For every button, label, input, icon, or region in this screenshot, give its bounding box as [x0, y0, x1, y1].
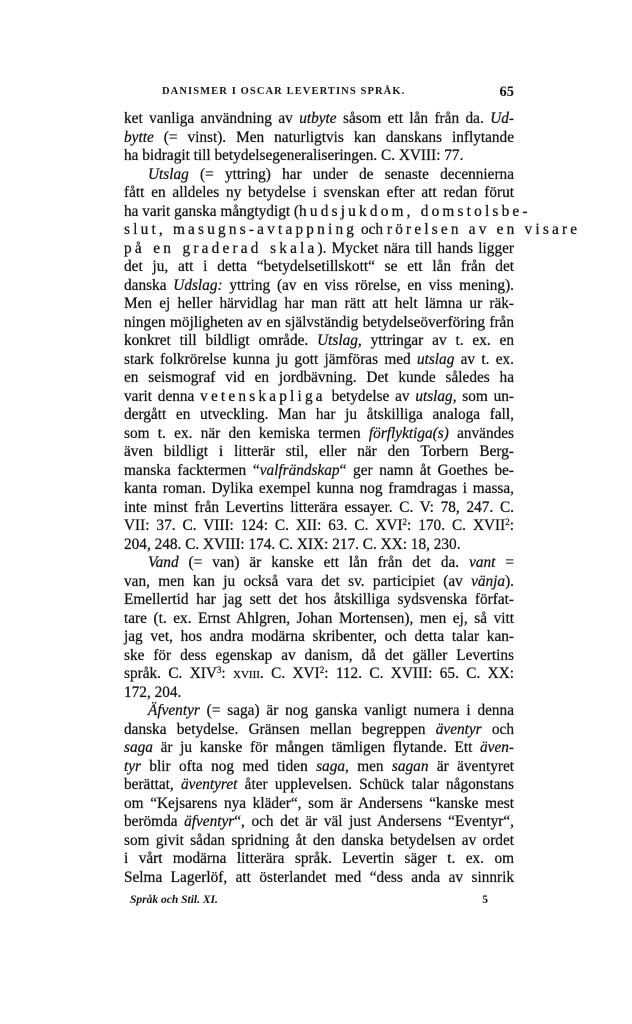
- text-run: Men ej heller härvidlag har man rätt att helt lämna ur räk-: [124, 295, 514, 312]
- text-line: [124, 369, 514, 388]
- text-line: [124, 850, 514, 869]
- spaced-text: på en graderad skala: [124, 239, 318, 257]
- text-line: [124, 647, 514, 666]
- superscript: 2: [505, 517, 510, 527]
- text-run: som t. ex. när den kemiska termen: [124, 424, 369, 442]
- text-run: det ju, att i detta “betydelsetillskott“ se ett lån från det: [124, 258, 514, 275]
- text-run: : 170. C. XVII: [407, 517, 506, 534]
- text-line: [124, 332, 514, 351]
- superscript: 3: [216, 665, 222, 675]
- italic-term: äfventyr: [184, 813, 235, 830]
- text-run: ha bidragit till betydelsegeneraliseringen. C. XVIII: 77.: [124, 147, 464, 164]
- text-run: “ ger namn åt Goethes be-: [339, 461, 514, 479]
- text-run: 172, 204.: [124, 683, 182, 701]
- text-run: Emellertid har jag sett det hos åtskilliga sydsvenska förfat-: [124, 591, 514, 608]
- text-run: i vårt modärna litterära språk. Levertin säger t. ex. om: [124, 850, 514, 867]
- text-run: VII: 37. C. VIII: 124: C. XII: 63. C. XVI: [124, 517, 403, 534]
- text-line: [124, 591, 514, 610]
- text-line: [124, 684, 514, 703]
- italic-term: Vand: [148, 554, 179, 571]
- text-run: (= vinst). Men naturligtvis kan danskans inflytande: [153, 128, 514, 146]
- text-run: , men: [345, 757, 392, 775]
- text-run: inte minst från Levertins litterära essayer. C. V: 78, 247. C.: [124, 498, 514, 516]
- italic-term: sagan: [391, 757, 429, 775]
- text-line: [124, 202, 531, 222]
- text-line: [124, 758, 514, 777]
- text-run: manska facktermen “: [124, 461, 260, 479]
- spaced-text: rörelsen av en visare: [386, 221, 581, 238]
- text-run: :: [509, 517, 514, 534]
- text-line: [124, 351, 514, 370]
- text-run: ha varit ganska mångtydigt (: [124, 202, 300, 220]
- text-run: även bildligt i litterär stil, eller när den Torbern Berg-: [124, 443, 514, 460]
- text-run: =: [495, 554, 514, 571]
- text-line: [124, 721, 514, 740]
- italic-term: Utslag: [317, 332, 358, 349]
- text-line: [124, 573, 514, 592]
- text-run: kanta roman. Dylika exempel kunna nog framdragas i massa,: [124, 480, 514, 497]
- text-run: XVIII: [233, 669, 260, 681]
- text-run: är ju kanske för mången tämligen flytande. Ett: [152, 739, 481, 756]
- text-line: [124, 795, 514, 814]
- text-run: van, men kan ju också vara det sv. participiet (av: [124, 572, 472, 590]
- spaced-text: slut, masugns-avtappning: [124, 221, 358, 238]
- text-run: , yttringar av t. ex. en: [357, 332, 514, 349]
- text-run: av t. ex.: [454, 350, 514, 368]
- text-run: användes: [448, 424, 514, 442]
- text-line: [124, 184, 514, 203]
- text-run: och: [481, 720, 514, 738]
- text-line: [124, 628, 514, 647]
- italic-term: bytte: [124, 128, 154, 146]
- text-line: [124, 406, 514, 425]
- text-run: såsom ett lån från da.: [336, 110, 491, 127]
- text-line: [124, 277, 514, 296]
- text-line: [124, 388, 514, 407]
- text-run: om “Kejsarens nya kläder“, som är Andersens “kanske mest: [124, 794, 514, 812]
- text-run: yttring (av en viss rörelse, en viss mening).: [222, 276, 514, 294]
- text-line: [124, 166, 514, 185]
- text-line: [124, 610, 514, 629]
- text-run: stark folkrörelse kunna ju gott jämföras med: [124, 350, 417, 368]
- running-title: DANISMER I OSCAR LEVERTINS SPRÅK.: [162, 86, 406, 97]
- italic-term: utslag: [415, 387, 453, 405]
- italic-term: äventyret: [181, 776, 238, 793]
- text-run: är äventyret: [428, 757, 514, 775]
- text-line: [124, 517, 514, 536]
- italic-term: vant: [469, 554, 496, 571]
- italic-term: utbyte: [299, 110, 337, 127]
- text-run: : 112. C. XVIII: 65. C. XX:: [324, 665, 514, 682]
- text-run: danska: [124, 276, 174, 294]
- italic-term: utslag: [416, 350, 455, 368]
- text-line: [124, 832, 514, 851]
- text-line: [124, 665, 514, 684]
- text-line: [124, 295, 514, 314]
- text-run: (= van) är kanske ett lån från det da.: [178, 554, 470, 571]
- text-line: [124, 536, 514, 555]
- text-run: ningen möjligheten av en självständig betydelseöverföring från: [124, 313, 514, 331]
- text-line: [124, 110, 514, 129]
- text-run: fått en alldeles ny betydelse i svenskan efter att redan förut: [124, 184, 514, 201]
- italic-term: Utslag: [148, 165, 189, 183]
- text-run: (= saga) är nog ganska vanligt numera i denna: [199, 702, 514, 719]
- italic-term: vänja: [471, 572, 506, 590]
- text-run: språk. C. XIV: [124, 665, 217, 682]
- spaced-text: hudsjukdom, domstolsbe-: [299, 202, 531, 220]
- text-line: [124, 739, 514, 758]
- text-line: [124, 129, 514, 148]
- text-run: som givit sådan spridning åt den danska betydelsen av ordet: [124, 831, 514, 849]
- running-header: [124, 86, 514, 104]
- text-line: [124, 869, 514, 888]
- body-text: [124, 110, 581, 887]
- italic-term: äventyr: [435, 720, 482, 738]
- text-line: [124, 221, 581, 240]
- text-run: :: [221, 665, 234, 682]
- text-run: . C. XVI: [259, 665, 320, 682]
- italic-term: förflyktiga(s): [368, 424, 449, 442]
- text-run: tare (t. ex. Ernst Ahlgren, Johan Mortensen), men ej, så vitt: [124, 609, 514, 627]
- text-line: [124, 425, 514, 444]
- text-run: varit denna: [124, 387, 201, 405]
- text-run: och: [357, 221, 387, 238]
- text-line: [124, 480, 514, 499]
- text-run: (= yttring) har under de senaste decennierna: [188, 165, 514, 183]
- text-run: , som un-: [452, 387, 514, 405]
- text-line: [124, 462, 514, 481]
- text-line: [124, 776, 514, 795]
- journal-signature: Språk och Stil. XI.: [130, 894, 218, 906]
- italic-term: Udslag:: [173, 276, 223, 294]
- text-line: [124, 258, 514, 277]
- sheet-number: 5: [482, 894, 488, 906]
- page-footer: [130, 894, 510, 912]
- text-run: berättat,: [124, 776, 182, 793]
- superscript: 2: [402, 517, 408, 527]
- text-run: ske för dess egenskap av danism, då det gäller Levertins: [124, 646, 514, 664]
- superscript: 2: [319, 665, 325, 675]
- text-line: [124, 443, 514, 462]
- text-run: Selma Lagerlöf, att österlandet med “dess anda av sinnrik: [124, 868, 514, 886]
- text-run: ). Mycket nära till hands ligger: [317, 239, 514, 257]
- text-run: konkret till bildligt område.: [124, 332, 318, 349]
- text-run: blir ofta nog med tiden: [141, 757, 317, 775]
- text-line: [124, 813, 514, 832]
- italic-term: valfrändskap: [259, 461, 340, 479]
- text-run: betydelse av: [325, 387, 416, 405]
- text-run: dergått en utveckling. Man har ju åtskilliga analoga fall,: [124, 406, 514, 423]
- italic-term: tyr: [124, 757, 141, 775]
- text-run: 204, 248. C. XVIII: 174. C. XIX: 217. C. XX: 18, 230.: [124, 535, 461, 553]
- text-line: [124, 499, 514, 518]
- italic-term: saga: [316, 757, 346, 775]
- text-run: berömda: [124, 813, 185, 830]
- text-line: [124, 702, 514, 721]
- text-run: ket vanliga användning av: [124, 110, 300, 127]
- text-run: jag vet, hos andra modärna skribenter, och detta talar kan-: [124, 628, 514, 645]
- page-number: 65: [499, 84, 514, 100]
- text-line: [124, 147, 514, 166]
- text-line: [124, 314, 514, 333]
- text-line: [124, 240, 514, 259]
- text-run: en seismograf vid en jordbävning. Det kunde således ha: [124, 369, 514, 386]
- text-run: ).: [505, 572, 514, 590]
- italic-term: Äfventyr: [148, 702, 200, 719]
- italic-term: Ud-: [490, 110, 514, 127]
- text-run: danska betydelse. Gränsen mellan begreppen: [124, 720, 436, 738]
- spaced-text: vetenskapliga: [200, 387, 326, 405]
- text-run: “, och det är väl just Andersens “Eventyr“,: [234, 813, 514, 830]
- text-line: [124, 554, 514, 573]
- italic-term: även-: [480, 739, 514, 756]
- text-run: åter upplevelsen. Schück talar någonstans: [237, 776, 514, 793]
- italic-term: saga: [124, 739, 153, 756]
